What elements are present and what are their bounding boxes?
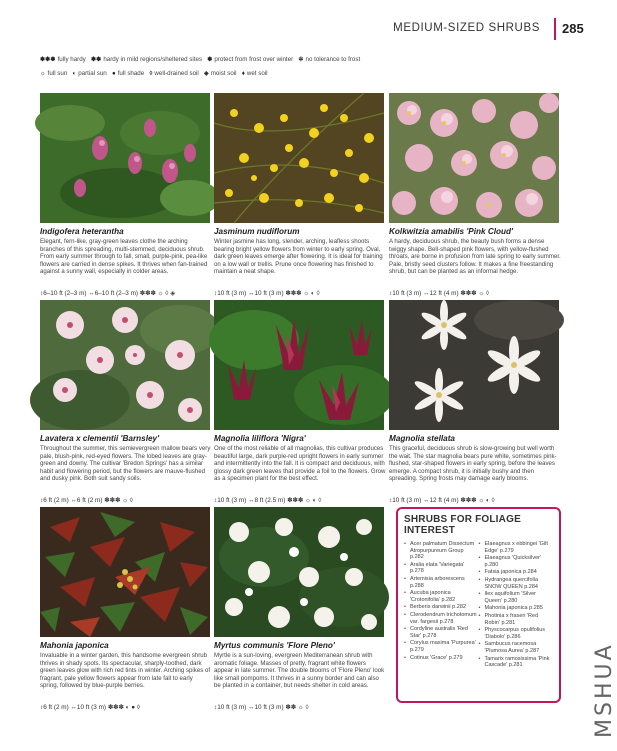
plant-title: Mahonia japonica xyxy=(40,641,109,650)
key-label: full shade xyxy=(117,70,145,77)
foliage-list-item: • Elaeagnus x ebbingei 'Gilt Edge' p.279 xyxy=(479,541,554,554)
foliage-list-item: • Fatsia japonica p.284 xyxy=(479,569,554,576)
foliage-interest-box xyxy=(396,507,561,703)
key-line-conditions xyxy=(40,70,268,77)
watermark xyxy=(562,618,617,738)
foliage-list-item: • Mahonia japonica p.285 xyxy=(479,605,554,612)
myrtus-photo xyxy=(214,507,384,637)
plant-description: Myrtle is a sun-loving, evergreen Mediterranean shrub with aromatic foliage. Masses of pretty, fragrant white flowers appear in late summer. The double blooms of 'Flore Pleno' look like small pompoms. It thrives in a sunny border and can also be planted in a container, but needs shelter in cold areas. xyxy=(214,652,385,690)
key-label: full sun xyxy=(47,70,68,77)
plant-title: Magnolia stellata xyxy=(389,434,455,443)
magnolia-stellata-photo xyxy=(389,300,559,430)
full-shade-icon: ● xyxy=(111,70,116,77)
plant-description: This graceful, deciduous shrub is slow-growing but well worth the wait. The star magnolia bears pure white, sometimes pink-flushed, star-shaped flowers in early spring, before the leaves emerge. A compact shrub, it is initially bushy and then spreading. Spring frosts may damage early blooms. xyxy=(389,445,557,483)
key-label: fully hardy xyxy=(57,56,86,63)
foliage-list-item: • Corylus maxima 'Purpurea' p.279 xyxy=(404,640,479,653)
foliage-column-left xyxy=(404,541,479,670)
foliage-list-item: • Tamarix ramosissima 'Pink Cascade' p.281 xyxy=(479,656,554,669)
key-label: no tolerance to frost xyxy=(305,56,361,63)
key-label: protect from frost over winter xyxy=(214,56,294,63)
lavatera-photo xyxy=(40,300,210,430)
indigofera-photo xyxy=(40,93,210,223)
plant-dimensions: ↕10 ft (3 m) ↔8 ft (2.5 m) ✽✽✽ ☼ ◐ ◊ xyxy=(214,497,322,504)
foliage-list-item: • Ilex aquifolium 'Silver Queen' p.280 xyxy=(479,591,554,604)
key-line-hardiness xyxy=(40,56,360,63)
mahonia-photo xyxy=(40,507,210,637)
key-label: moist soil xyxy=(210,70,237,77)
plant-entry xyxy=(40,227,212,297)
plant-title: Indigofera heterantha xyxy=(40,227,124,236)
page-number: 285 xyxy=(562,21,584,36)
foliage-list-item: • Cordyline australis 'Red Star' p.278 xyxy=(404,626,479,639)
foliage-list-item: • Clerodendrum trichotomum var. fargesii p.278 xyxy=(404,612,479,625)
foliage-box-title: SHRUBS FOR FOLIAGE INTEREST xyxy=(404,514,521,536)
foliage-list-item: • Elaeagnus 'Quicksilver' p.280 xyxy=(479,555,554,568)
plant-description: Elegant, fern-like, gray-green leaves clothe the arching branches of this spreading, multi-stemmed, deciduous shrub. From early summer through to fall, small, purple-pink, pea-like flowers are carried in dense spikes. It thrives when fan-trained against a sunny wall, especially in colder areas. xyxy=(40,238,208,276)
moist-soil-icon: ◈ xyxy=(203,70,209,77)
kolkwitzia-photo xyxy=(389,93,559,223)
foliage-column-right xyxy=(479,541,554,670)
foliage-list-item: • Hydrangea quercifolia SNOW QUEEN p.284 xyxy=(479,577,554,590)
plant-entry xyxy=(214,434,386,504)
watermark-text: MSHUA xyxy=(592,642,617,738)
key-label: hardy in mild regions/sheltered sites xyxy=(103,56,203,63)
key-label: wet soil xyxy=(246,70,268,77)
foliage-list-item: • Berberis darwinii p.282 xyxy=(404,604,479,611)
foliage-list-item: • Aralia elata 'Variegata' p.278 xyxy=(404,562,479,575)
plant-dimensions: ↕6 ft (2 m) ↔10 ft (3 m) ✽✽✽ ◐ ● ◊ xyxy=(40,704,141,711)
foliage-list-item: • Acer palmatum Dissectum Atropurpureum Group p.282 xyxy=(404,541,479,561)
plant-dimensions: ↕10 ft (3 m) ↔10 ft (3 m) ✽✽✽ ☼ ◐ ◊ xyxy=(214,290,320,297)
key-label: partial sun xyxy=(78,70,107,77)
magnolia-liliflora-photo xyxy=(214,300,384,430)
plant-title: Jasminum nudiflorum xyxy=(214,227,300,236)
partial-sun-icon: ◐ xyxy=(72,70,77,77)
plant-description: One of the most reliable of all magnolias, this cultivar produces beautiful large, dark purple-red upright flowers in early summer and intermittently into the fall. It is compact and deciduous, with glossy dark green leaves that provide a foil to the flowers. Grow as a specimen plant for the best effect. xyxy=(214,445,386,483)
plant-dimensions: ↕6 ft (2 m) ↔6 ft (2 m) ✽✽✽ ☼ ◊ xyxy=(40,497,133,504)
plant-description: Throughout the summer, this semievergreen mallow bears very pale, blush-pink, red-eyed flowers. The lobed leaves are gray-green and downy. The cultivar 'Bredon Springs' has a similar habit and flowering period, but the flowers are mauve-flushed and dusky pink. Both suit sandy soils. xyxy=(40,445,211,483)
foliage-list-item: • Sambucus racemosa 'Plumosa Aurea' p.287 xyxy=(479,641,554,654)
plant-dimensions: ↕10 ft (3 m) ↔12 ft (4 m) ✽✽✽ ☼ ◐ ◊ xyxy=(389,497,495,504)
foliage-list-item: • Photinia x fraseri 'Red Robin' p.281 xyxy=(479,613,554,626)
plant-entry xyxy=(214,641,386,711)
plant-title: Magnolia liliflora 'Nigra' xyxy=(214,434,306,443)
plant-dimensions: ↕6–10 ft (2–3 m) ↔6–10 ft (2–3 m) ✽✽✽ ☼ ◊ ◈ xyxy=(40,290,176,297)
hardy-symbol: ✽✽ xyxy=(90,56,102,63)
section-title: MEDIUM-SIZED SHRUBS xyxy=(393,22,540,34)
plant-title: Myrtus communis 'Flore Pleno' xyxy=(214,641,335,650)
foliage-list-item: • Cotinus 'Grace' p.279 xyxy=(404,655,479,662)
plant-entry xyxy=(389,434,561,504)
full-sun-icon: ☼ xyxy=(40,70,46,77)
hardy-symbol: ✽✽✽ xyxy=(40,56,56,63)
frost-symbol: ✲ xyxy=(298,56,304,63)
plant-title: Kolkwitzia amabilis 'Pink Cloud' xyxy=(389,227,513,236)
plant-dimensions: ↕10 ft (3 m) ↔12 ft (4 m) ✽✽✽ ☼ ◊ xyxy=(389,290,490,297)
well-drained-soil-icon: ◊ xyxy=(149,70,153,77)
header-divider xyxy=(554,18,556,40)
plant-entry xyxy=(389,227,561,297)
plant-description: Winter jasmine has long, slender, arching, leafless shoots bearing bright yellow flowers from winter to early spring. Oval, dark green leaves emerge after flowering. It is ideal for training on a low wall or trellis. Prune once flowering has finished to maintain a neat shape. xyxy=(214,238,383,276)
plant-title: Lavatera x clementii 'Barnsley' xyxy=(40,434,160,443)
plant-description: Invaluable in a winter garden, this handsome evergreen shrub thrives in shady spots. Its spectacular, sharply-toothed, dark green leaves glow with rich red tints in winter. Arching spikes of fragrant, pale yellow flowers appear from late fall to early spring, followed by blue-purple berries. xyxy=(40,652,211,690)
plant-description: A hardy, deciduous shrub, the beauty bush forms a dense twiggy shape. Bell-shaped pink flowers, with yellow-flushed throats, are borne in profusion from late spring to early summer. Pale, bristly seed clusters follow. It makes a fine freestanding shrub, but can be planted as an informal hedge. xyxy=(389,238,561,276)
key-label: well-drained soil xyxy=(154,70,199,77)
plant-entry xyxy=(40,641,212,711)
foliage-list-item: • Aucuba japonica 'Crotonifolia' p.282 xyxy=(404,590,479,603)
plant-dimensions: ↕10 ft (3 m) ↔10 ft (3 m) ✽✽ ☼ ◊ xyxy=(214,704,309,711)
foliage-list-item: • Artemisia arborescens p.288 xyxy=(404,576,479,589)
wet-soil-icon: ♦ xyxy=(241,70,245,77)
hardy-symbol: ✽ xyxy=(207,56,213,63)
plant-entry xyxy=(214,227,386,297)
foliage-list-item: • Physcocarpus opulifolius 'Diabolo' p.286 xyxy=(479,627,554,640)
plant-entry xyxy=(40,434,212,504)
jasminum-photo xyxy=(214,93,384,223)
